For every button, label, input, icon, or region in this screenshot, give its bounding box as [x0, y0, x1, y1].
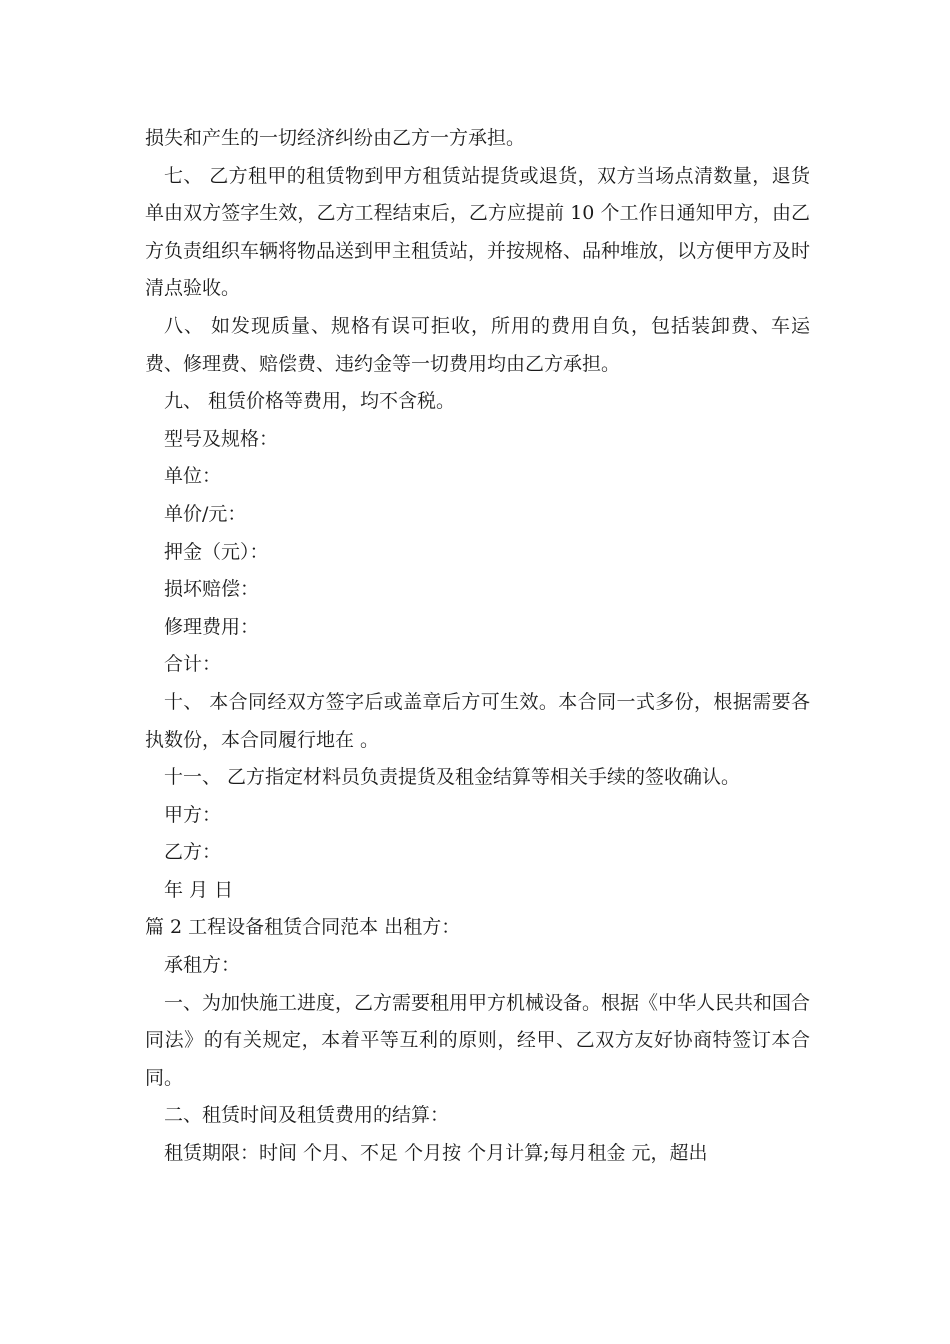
signature-party-b: 乙方：	[164, 841, 222, 864]
field-repair-cost: 修理费用：	[164, 615, 260, 638]
section-2-heading: 篇 2 工程设备租赁合同范本 出租方：	[145, 916, 461, 939]
clause-10-effective: 十、 本合同经双方签字后或盖章后方可生效。本合同一式多份，根据需要各执数份，本合同履行地在 。	[145, 690, 810, 751]
clause-11-material-clerk: 十一、 乙方指定材料员负责提货及租金结算等相关手续的签收确认。	[164, 766, 741, 789]
paragraph-loss-liability: 损失和产生的一切经济纠纷由乙方一方承担。	[145, 127, 526, 149]
signature-date: 年 月 日	[164, 878, 234, 901]
document-body	[145, 120, 810, 1173]
field-deposit: 押金（元）：	[164, 540, 269, 563]
signature-party-a: 甲方：	[164, 803, 222, 826]
field-unit: 单位：	[164, 465, 222, 488]
clause-9-price-tax: 九、 租赁价格等费用，均不含税。	[164, 390, 456, 413]
clause-8-quality-rejection: 八、 如发现质量、规格有误可拒收，所用的费用自负，包括装卸费、车运费、修理费、赔偿费、违约金等一切费用均由乙方承担。	[145, 314, 810, 375]
field-damage-compensation: 损坏赔偿：	[164, 578, 260, 601]
article-2-heading: 二、租赁时间及租赁费用的结算：	[164, 1104, 450, 1127]
field-model-spec: 型号及规格：	[164, 427, 279, 450]
field-unit-price: 单价/元：	[164, 502, 247, 525]
clause-7-pickup-return: 七、 乙方租甲的租赁物到甲方租赁站提货或退货，双方当场点清数量，退货单由双方签字生效，乙方工程结束后，乙方应提前 10 个工作日通知甲方，由乙方负责组织车辆将物品送到甲主租赁站，并按规格、品种堆放，以方便甲方及时清点验收。	[145, 164, 811, 300]
lessee-label: 承租方：	[164, 954, 241, 977]
field-total: 合计：	[164, 653, 222, 676]
rental-period-terms: 租赁期限：时间 个月、不足 个月按 个月计算;每月租金 元，超出	[164, 1142, 708, 1165]
article-1-purpose: 一、为加快施工进度，乙方需要租用甲方机械设备。根据《中华人民共和国合同法》的有关规定，本着平等互利的原则，经甲、乙双方友好协商特签订本合同。	[145, 991, 811, 1089]
